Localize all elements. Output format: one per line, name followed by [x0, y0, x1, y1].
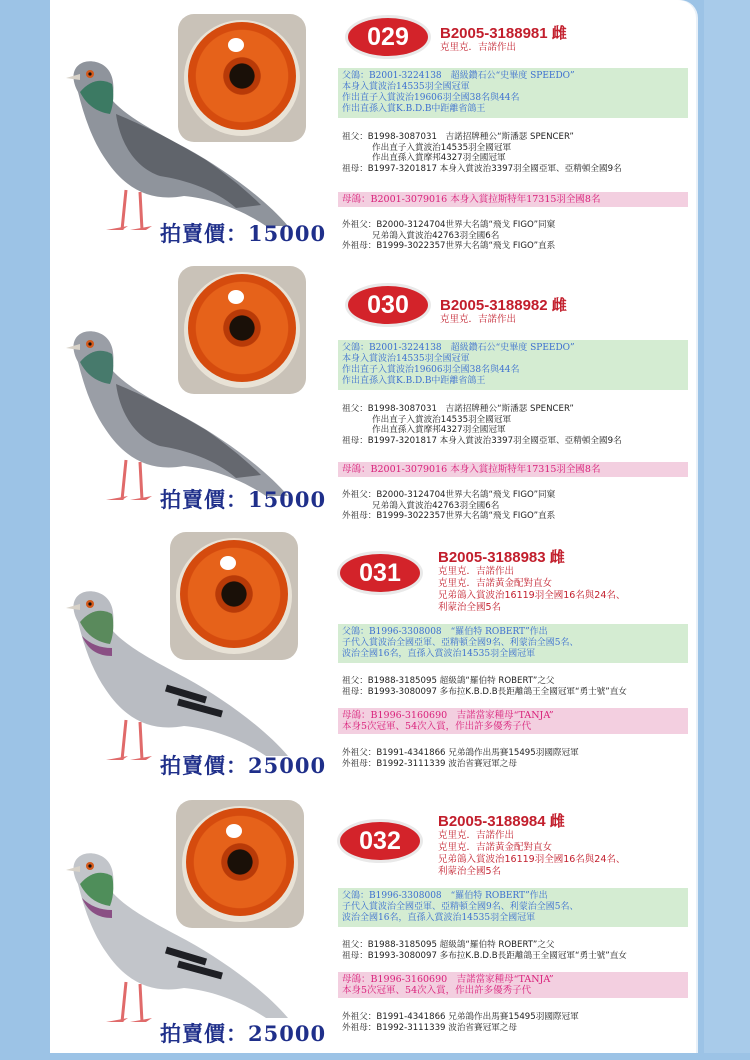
- dam-grandparents: 外祖父：B1991-4341866 兄弟鴿作出馬賽15495羽國際冠軍 外祖母：B1992-3111339 波治省賽冠軍之母: [342, 1012, 579, 1033]
- eye-photo: [176, 800, 304, 928]
- sire-panel: 父鴿：B2001-3224138 超級鑽石公“史畢度 SPEEDO” 本身入賞波治14535羽全國冠軍 作出直子入賞波治19606羽全國38名與44名 作出直孫入賞K.B.D.B中距離省鴿王: [338, 340, 688, 390]
- eye-photo: [178, 266, 306, 394]
- dam-grandparents: 外祖父：B1991-4341866 兄弟鴿作出馬賽15495羽國際冠軍 外祖母：B1992-3111339 波治省賽冠軍之母: [342, 748, 579, 769]
- sire-grandparents: 祖父：B1988-3185095 超級鴿“羅伯特 ROBERT”之父 祖母：B1993-3080097 多布拉K.B.D.B長距離鴿王全國冠軍“勇士號”直女: [342, 676, 627, 697]
- auction-price: 拍賣價：15000: [160, 221, 327, 246]
- breeder-note: 克里克．吉諾作出: [440, 42, 517, 53]
- sire-panel: 父鴿：B2001-3224138 超級鑽石公“史畢度 SPEEDO” 本身入賞波治14535羽全國冠軍 作出直子入賞波治19606羽全國38名與44名 作出直孫入賞K.B.D.B中距離省鴿王: [338, 68, 688, 118]
- sire-grandparents: 祖父：B1998-3087031 吉諾招牌種公“斯潘瑟 SPENCER” 作出直子入賞波治14535羽全國冠軍 作出直孫入賞摩邦4327羽全國冠軍 祖母：B1997-3201817 本身入賞波治3397羽全國亞軍、亞精頓全國9名: [342, 132, 622, 174]
- sire-panel: 父鴿：B1996-3308008 “羅伯特 ROBERT”作出 子代入賞波治全國亞軍、亞精頓全國9名、利蒙治全國5名、 波治全國16名，直孫入賞波治14535羽全國冠軍: [338, 888, 688, 927]
- lot-number-badge: 030: [348, 286, 428, 324]
- dam-grandparents: 外祖父：B2000-3124704世界大名鴿“飛戈 FIGO”同窠 兄弟鴿入賞波治42763羽全國6名 外祖母：B1999-3022357世界大名鴿“飛戈 FIGO”直系: [342, 220, 556, 251]
- ring-number: B2005-3188983 雌: [438, 549, 565, 566]
- ring-number: B2005-3188984 雌: [438, 813, 565, 830]
- ring-number: B2005-3188982 雌: [440, 297, 567, 314]
- sire-grandparents: 祖父：B1988-3185095 超級鴿“羅伯特 ROBERT”之父 祖母：B1993-3080097 多布拉K.B.D.B長距離鴿王全國冠軍“勇士號”直女: [342, 940, 627, 961]
- sire-panel: 父鴿：B1996-3308008 “羅伯特 ROBERT”作出 子代入賞波治全國亞軍、亞精頓全國9名、利蒙治全國5名、 波治全國16名，直孫入賞波治14535羽全國冠軍: [338, 624, 688, 663]
- auction-price: 拍賣價：25000: [160, 1021, 327, 1046]
- ring-number: B2005-3188981 雌: [440, 25, 567, 42]
- lot-number-badge: 032: [340, 822, 420, 860]
- lot-card: [0, 532, 750, 796]
- dam-panel: 母鴿：B2001-3079016 本身入賞拉斯特年17315羽全國8名: [338, 462, 688, 477]
- dam-grandparents: 外祖父：B2000-3124704世界大名鴿“飛戈 FIGO”同窠 兄弟鴿入賞波治42763羽全國6名 外祖母：B1999-3022357世界大名鴿“飛戈 FIGO”直系: [342, 490, 556, 521]
- breeder-note: 克里克．吉諾作出 克里克．吉諾黃金配對直女 兄弟鴿入賞波治16119羽全國16名與24名、 利蒙治全國5名: [438, 830, 626, 877]
- lot-card: [0, 270, 750, 534]
- breeder-note: 克里克．吉諾作出 克里克．吉諾黃金配對直女 兄弟鴿入賞波治16119羽全國16名與24名、 利蒙治全國5名: [438, 566, 626, 613]
- eye-photo: [178, 14, 306, 142]
- lot-card: [0, 796, 750, 1060]
- lot-number-badge: 029: [348, 18, 428, 56]
- auction-price: 拍賣價：25000: [160, 753, 327, 778]
- breeder-note: 克里克．吉諾作出: [440, 314, 517, 325]
- dam-panel: 母鴿：B1996-3160690 吉諾當家種母“TANJA” 本身5次冠軍、54次入賞，作出許多優秀子代: [338, 972, 688, 998]
- sire-grandparents: 祖父：B1998-3087031 吉諾招牌種公“斯潘瑟 SPENCER” 作出直子入賞波治14535羽全國冠軍 作出直孫入賞摩邦4327羽全國冠軍 祖母：B1997-3201817 本身入賞波治3397羽全國亞軍、亞精頓全國9名: [342, 404, 622, 446]
- dam-panel: 母鴿：B1996-3160690 吉諾當家種母“TANJA” 本身5次冠軍、54次入賞，作出許多優秀子代: [338, 708, 688, 734]
- dam-panel: 母鴿：B2001-3079016 本身入賞拉斯特年17315羽全國8名: [338, 192, 688, 207]
- lot-number-badge: 031: [340, 554, 420, 592]
- eye-photo: [170, 532, 298, 660]
- auction-price: 拍賣價：15000: [160, 487, 327, 512]
- lot-card: [0, 0, 750, 264]
